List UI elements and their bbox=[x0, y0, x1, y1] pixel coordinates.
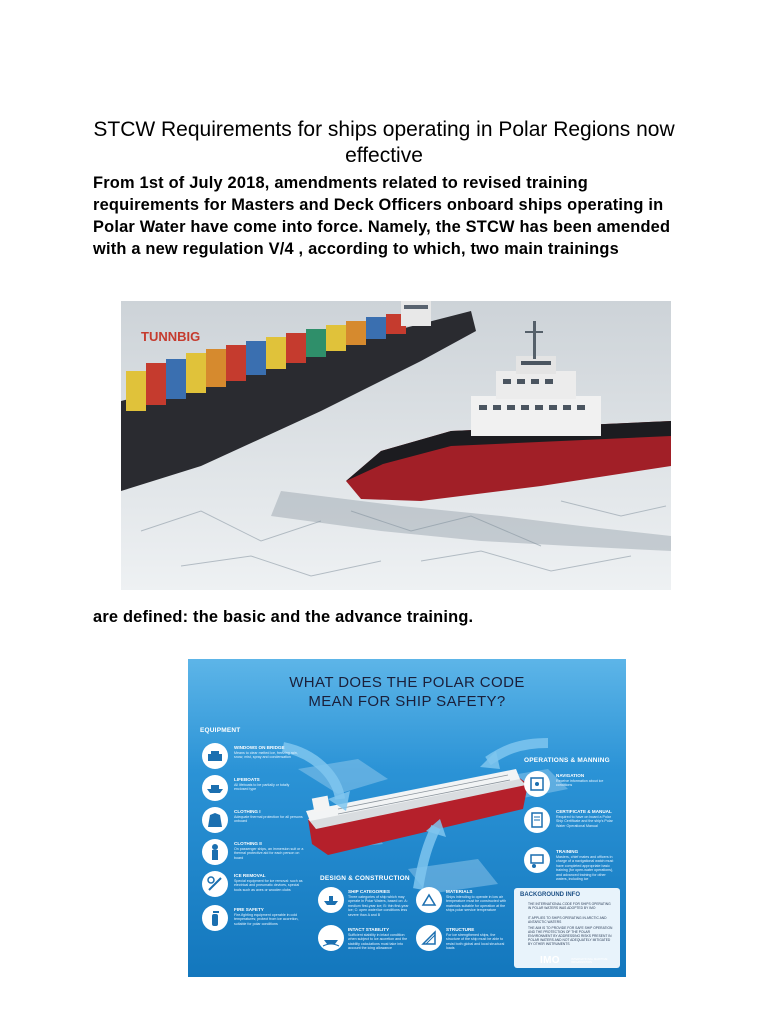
section-equipment: EQUIPMENT bbox=[200, 727, 241, 734]
operations-title-1: NAVIGATION bbox=[556, 773, 585, 778]
article-paragraph-1: From 1st of July 2018, amendments related to revised training requirements for Masters and Deck Officers onboard ships operating in Polar Water have come into force. Namely, the STCW has been amended with a new regulation V/4 , according to which, two main trainings bbox=[93, 174, 671, 258]
navigation-icon bbox=[524, 771, 550, 797]
ship-icon bbox=[318, 887, 344, 913]
operations-text-3: Masters, chief mates and officers in charge of a navigational watch must have completed appropriate basic training (for open-water operations), and advanced training for other waters, including ice bbox=[556, 855, 614, 882]
section-design: DESIGN & CONSTRUCTION bbox=[320, 875, 410, 882]
background-info-title: BACKGROUND INFO bbox=[520, 892, 580, 898]
certificate-icon bbox=[524, 807, 550, 833]
lifeboat-icon bbox=[202, 775, 228, 801]
design-title-2: INTACT STABILITY bbox=[348, 927, 390, 932]
article-title: STCW Requirements for ships operating in Polar Regions now effective bbox=[93, 118, 675, 167]
design-text-4: For ice strengthened ships, the structure of the ship must be able to resist both global and local structural loads bbox=[446, 933, 505, 951]
person-icon bbox=[202, 839, 228, 865]
equipment-title-2: LIFEBOATS bbox=[234, 777, 260, 782]
equipment-title-5: ICE REMOVAL bbox=[234, 873, 266, 878]
design-text-2: Sufficient stability in intact condition when subject to ice accretion and the stability calculations must take into account the icing allowance bbox=[348, 933, 408, 951]
background-info-box bbox=[514, 888, 620, 968]
equipment-title-1: WINDOWS ON BRIDGE bbox=[234, 745, 285, 750]
design-text-1: Three categories of ship which may operate in Polar Waters, based on: A: medium first-year ice; B: thin first-year ice; C: open water/ice conditions less severe than A and B bbox=[348, 895, 409, 917]
training-icon bbox=[524, 847, 550, 873]
equipment-title-3: CLOTHING I bbox=[234, 809, 261, 814]
equipment-title-6: FIRE SAFETY bbox=[234, 907, 264, 912]
operations-text-1: Receive information about ice conditions bbox=[556, 779, 604, 788]
ships-in-ice-photo bbox=[121, 301, 671, 590]
operations-text-2: Required to have on board a Polar Ship Certificate and the ship's Polar Water Operational Manual bbox=[556, 815, 613, 828]
equipment-text-1: Means to clear melted ice, freezing rain, snow, mist, spray and condensation bbox=[234, 751, 298, 760]
equipment-title-4: CLOTHING II bbox=[234, 841, 262, 846]
polar-code-infographic bbox=[188, 659, 626, 977]
jacket-icon bbox=[202, 807, 228, 833]
equipment-text-3: Adequate thermal protection for all persons onboard bbox=[234, 815, 303, 824]
background-info-item-3: THE AIM IS TO PROVIDE FOR SAFE SHIP OPERATION AND THE PROTECTION OF THE POLAR ENVIRONMENT BY ADDRESSING RISKS PRESENT IN POLAR WATERS AND NOT ADEQUATELY MITIGATED BY OTHER INSTRUMENTS bbox=[528, 926, 613, 946]
tools-icon bbox=[202, 871, 228, 897]
section-operations: OPERATIONS & MANNING bbox=[524, 757, 610, 764]
equipment-text-2: All lifeboats to be partially or totally enclosed type bbox=[234, 783, 290, 792]
equipment-text-5: Special equipment for ice removal: such as electrical and pneumatic devices, special tools such as axes or wooden clubs bbox=[234, 879, 303, 892]
design-title-3: MATERIALS bbox=[446, 889, 473, 894]
operations-title-3: TRAINING bbox=[556, 849, 579, 854]
ship-name-label: TUNNBIG bbox=[141, 329, 201, 344]
design-title-4: STRUCTURE bbox=[446, 927, 475, 932]
imo-logo-subtitle: INTERNATIONAL MARITIME ORGANIZATION bbox=[571, 957, 608, 965]
structure-icon bbox=[416, 925, 442, 951]
materials-icon bbox=[416, 887, 442, 913]
extinguisher-icon bbox=[202, 905, 228, 931]
equipment-text-4: On passenger ships, an immersion suit or a thermal protective aid for each person on board bbox=[234, 847, 304, 860]
background-info-item-1: THE INTERNATIONAL CODE FOR SHIPS OPERATING IN POLAR WATERS WAS ADOPTED BY IMO bbox=[528, 902, 611, 910]
infographic-title: WHAT DOES THE POLAR CODE MEAN FOR SHIP SAFETY? bbox=[289, 674, 525, 710]
ships-in-ice-illustration bbox=[121, 301, 671, 590]
bridge-icon bbox=[202, 743, 228, 769]
stability-icon bbox=[318, 925, 344, 951]
design-title-1: SHIP CATEGORIES bbox=[348, 889, 390, 894]
operations-title-2: CERTIFICATE & MANUAL bbox=[556, 809, 612, 814]
equipment-text-6: Fire-fighting equipment operable in cold temperatures; protect from ice accretion, suitable for polar conditions bbox=[234, 913, 299, 926]
background-info-item-2: IT APPLIES TO SHIPS OPERATING IN ARCTIC AND ANTARCTIC WATERS bbox=[528, 916, 607, 924]
article-paragraph-2: are defined: the basic and the advance training. bbox=[93, 608, 474, 626]
imo-logo: IMO bbox=[540, 955, 560, 966]
design-text-3: Ships intending to operate in low air temperature must be constructed with materials suitable for operation at the ships polar service temperature bbox=[446, 895, 507, 913]
